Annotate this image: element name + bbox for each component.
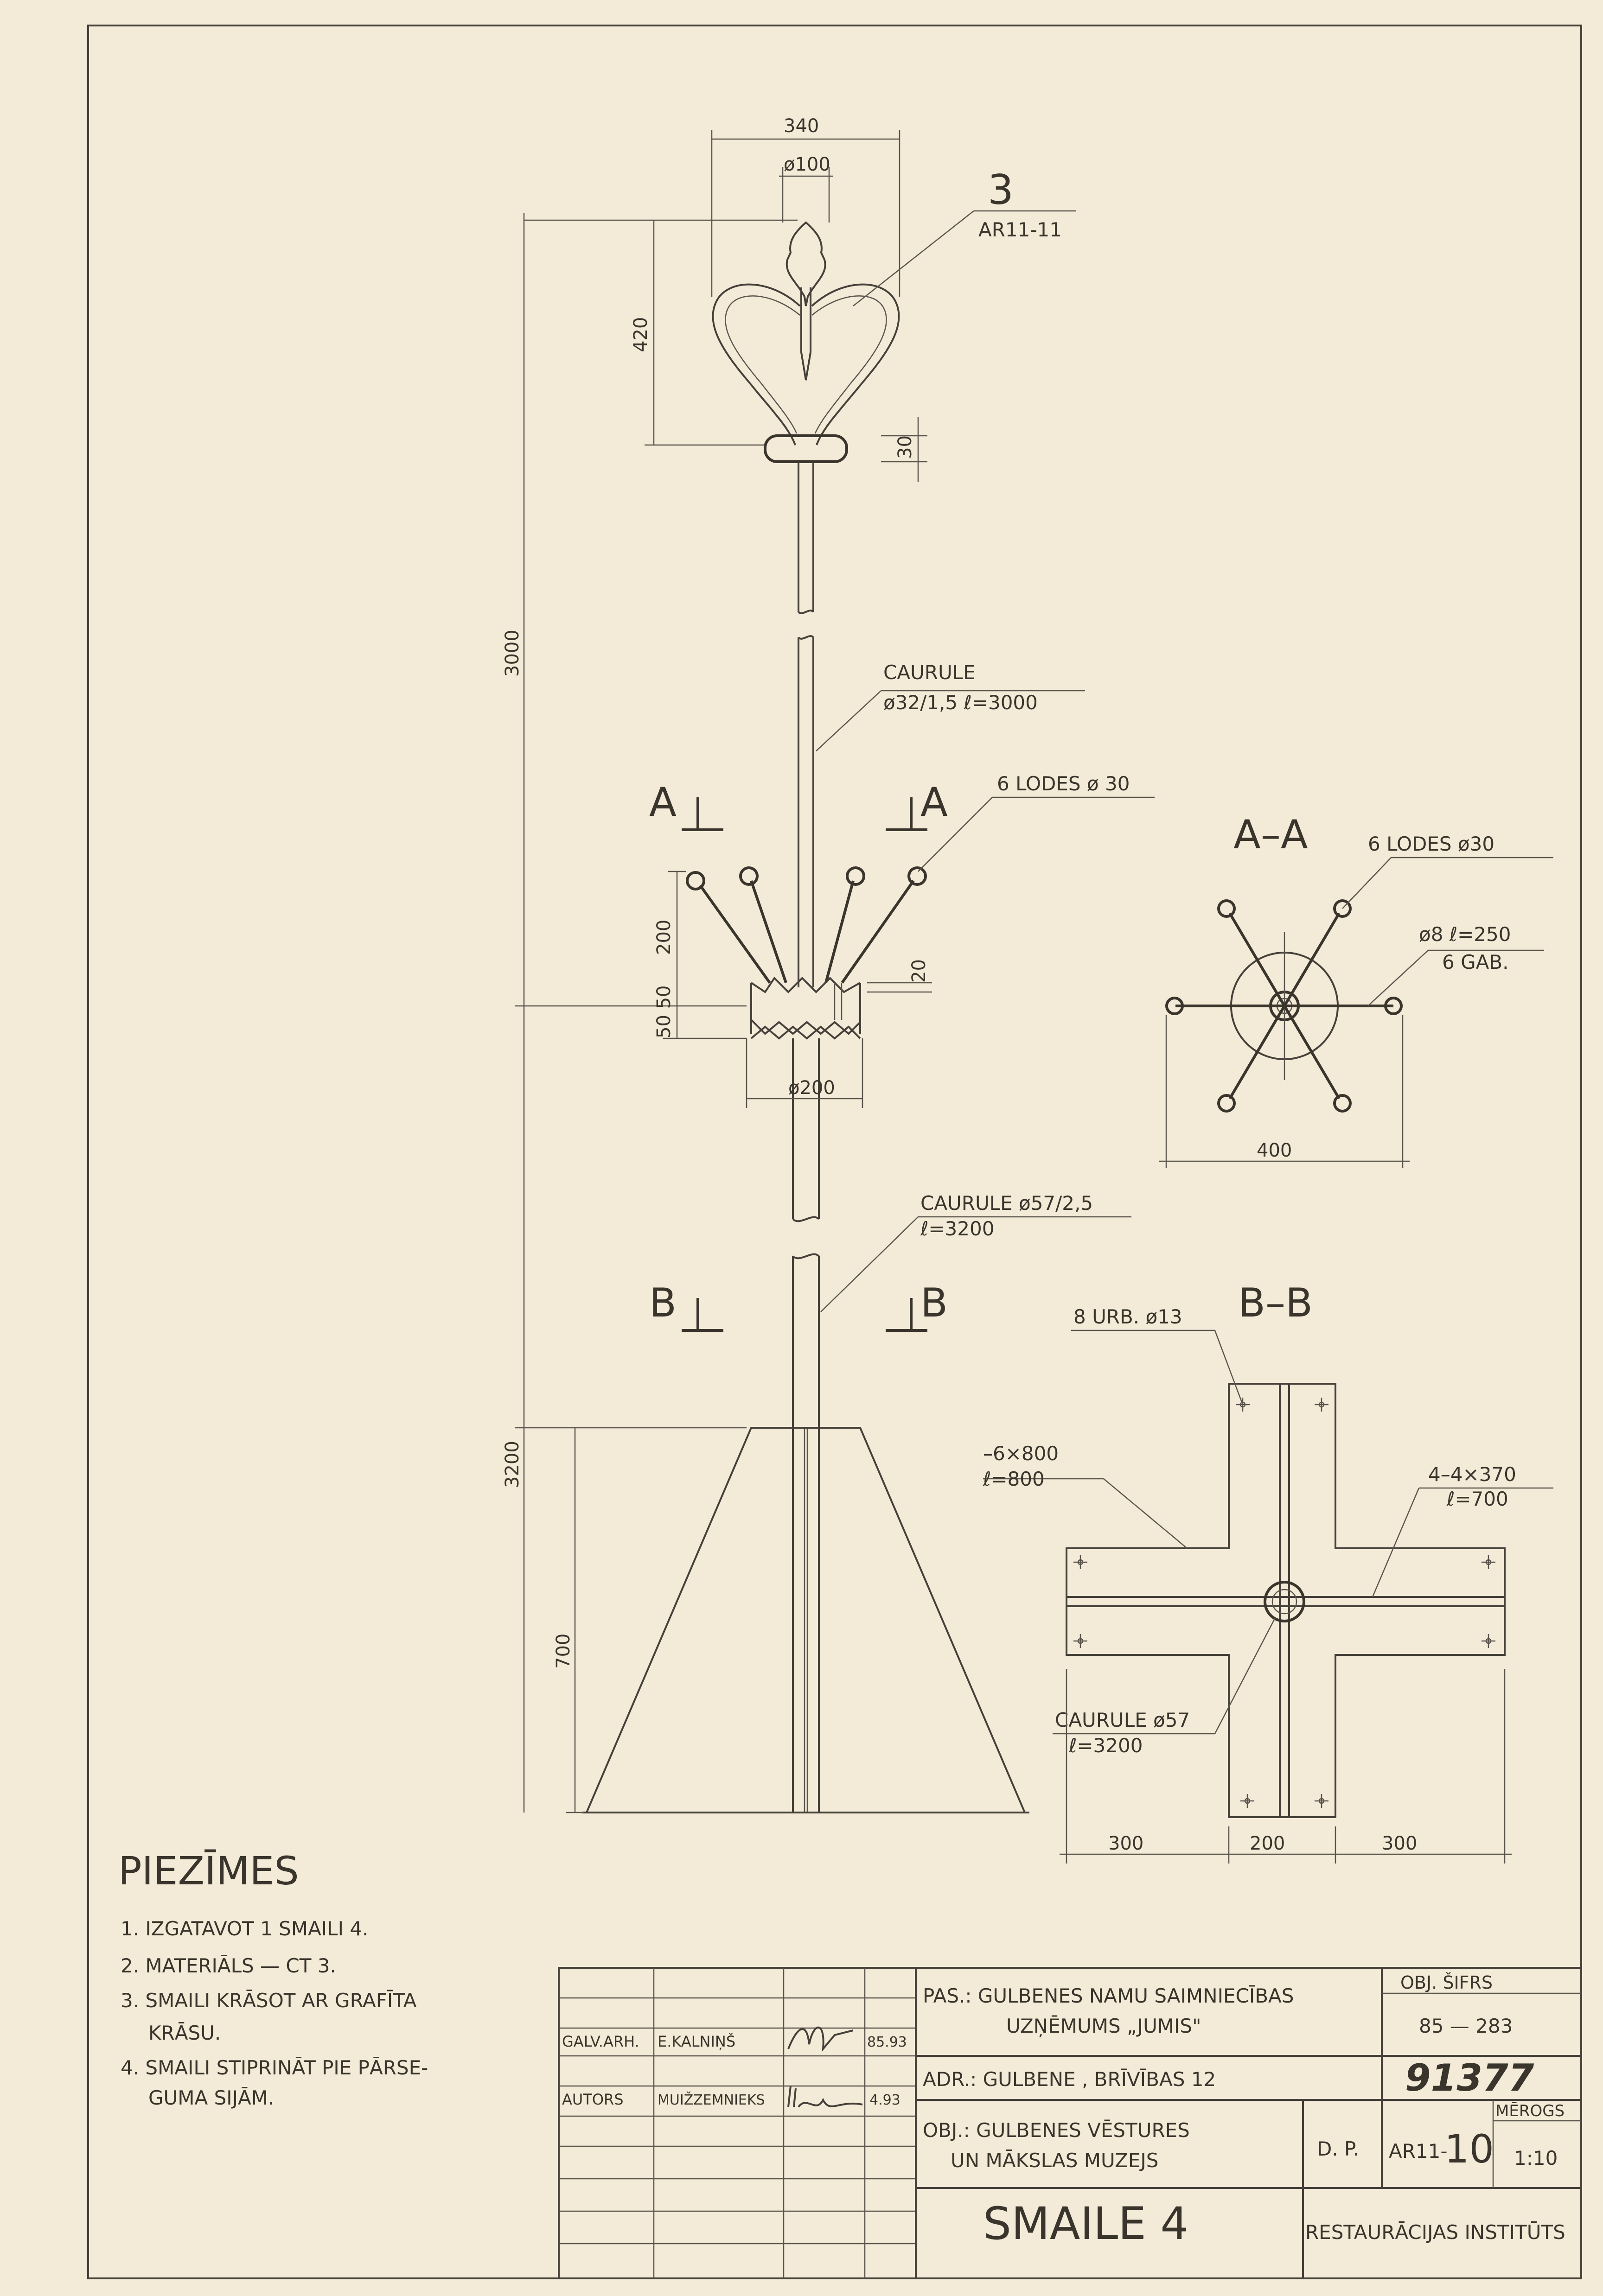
- signature-author: [788, 2086, 862, 2107]
- dim-total-upper: 3000: [502, 630, 523, 677]
- note-1: 1. IZGATAVOT 1 SMAILI 4.: [121, 1917, 369, 1940]
- base-cone: [587, 1428, 1025, 1813]
- archive-number: 91377: [1405, 2056, 1534, 2099]
- ball-arms: [687, 868, 926, 983]
- section-b-left: B: [649, 1280, 677, 1326]
- section-bb-dim-mid: 200: [1250, 1833, 1285, 1854]
- signature-chief: [788, 2028, 853, 2049]
- section-bb-angle-spec: 4–4×370: [1428, 1463, 1516, 1486]
- section-markers: [682, 797, 927, 1330]
- scale-label: MĒROGS: [1495, 2102, 1565, 2120]
- notes-heading: PIEZĪMES: [118, 1848, 299, 1894]
- title-block: [559, 1968, 1581, 2278]
- stage: D. P.: [1317, 2137, 1360, 2160]
- section-aa-rod-count: 6 GAB.: [1442, 951, 1509, 973]
- section-aa-dim-width: 400: [1257, 1140, 1292, 1161]
- client-label: PAS.: GULBENES NAMU SAIMNIECĪBAS: [923, 1984, 1294, 2007]
- sheet-border: [88, 25, 1581, 2278]
- section-bb-dim-left: 300: [1108, 1833, 1144, 1854]
- section-bb-plate-length: ℓ=800: [983, 1468, 1045, 1490]
- date-chief: 85.93: [867, 2034, 907, 2050]
- date-author: 4.93: [869, 2092, 900, 2108]
- crown-left-loop: [713, 285, 800, 445]
- dim-collar: 50 50: [653, 985, 675, 1038]
- code-label: OBJ. ŠIFRS: [1400, 1972, 1493, 1993]
- section-a-right: A: [920, 779, 948, 826]
- address: ADR.: GULBENE , BRĪVĪBAS 12: [923, 2068, 1216, 2091]
- section-a-left: A: [649, 779, 677, 826]
- note-2: 2. MATERIĀLS — CT 3.: [121, 1954, 336, 1977]
- dim-top-width: 340: [784, 115, 819, 137]
- section-bb-angle-length: ℓ=700: [1447, 1488, 1508, 1510]
- dim-base-height: 700: [553, 1633, 574, 1669]
- dim-ring: 30: [894, 435, 916, 459]
- section-bb-plate-spec: –6×800: [983, 1442, 1059, 1465]
- crown-left-loop-inner: [725, 296, 800, 433]
- notes: [118, 1848, 428, 2109]
- finial-top: [787, 223, 825, 306]
- code-value: 85 — 283: [1419, 2015, 1513, 2037]
- object-line1: OBJ.: GULBENES VĒSTURES: [923, 2119, 1190, 2142]
- role-chief: GALV.ARH.: [562, 2033, 639, 2050]
- section-aa-rod-spec: ø8 ℓ=250: [1419, 923, 1511, 946]
- dim-top-diameter: ø100: [784, 154, 830, 175]
- role-author: AUTORS: [562, 2091, 624, 2108]
- callout-ref: AR11-11: [978, 218, 1062, 241]
- dim-crown-height: 420: [630, 317, 651, 352]
- crown-ring: [765, 436, 847, 462]
- object-line2: UN MĀKSLAS MUZEJS: [951, 2149, 1159, 2172]
- pipe-lower-spec: CAURULE ø57/2,5: [920, 1192, 1093, 1215]
- section-bb-dim-right: 300: [1382, 1833, 1418, 1854]
- drawing-title: SMAILE 4: [983, 2198, 1189, 2250]
- note-3-cont: KRĀSU.: [148, 2022, 221, 2044]
- elevation-dimensions: [515, 130, 932, 1813]
- section-aa-balls-note: 6 LODES ø30: [1368, 833, 1495, 855]
- pipe-upper-spec: ø32/1,5 ℓ=3000: [883, 691, 1038, 714]
- organization: RESTAURĀCIJAS INSTITŪTS: [1305, 2221, 1565, 2244]
- pipe-lower-length: ℓ=3200: [920, 1217, 995, 1240]
- dim-collar-diameter: ø200: [788, 1077, 835, 1099]
- note-4: 4. SMAILI STIPRINĀT PIE PĀRSE-: [121, 2056, 428, 2079]
- dim-collar-small: 20: [908, 959, 930, 983]
- collar: [751, 978, 860, 1038]
- client-line2: UZŅĒMUMS „JUMIS": [1006, 2015, 1201, 2037]
- note-3: 3. SMAILI KRĀSOT AR GRAFĪTA: [121, 1989, 417, 2012]
- balls-note: 6 LODES ø 30: [997, 772, 1130, 795]
- scale-value: 1:10: [1514, 2147, 1558, 2169]
- elevation-view: [502, 115, 1155, 1813]
- name-chief: E.KALNIŅŠ: [658, 2033, 736, 2050]
- sheet-prefix: AR11-: [1389, 2140, 1448, 2162]
- section-bb-pipe-length: ℓ=3200: [1069, 1734, 1143, 1757]
- dim-balls-height: 200: [653, 919, 675, 955]
- name-author: MUIŽZEMNIEKS: [658, 2092, 765, 2108]
- section-bb-pipe-spec: CAURULE ø57: [1055, 1709, 1190, 1731]
- section-aa-title: A–A: [1233, 812, 1308, 858]
- sheet-number: 10: [1444, 2126, 1494, 2172]
- section-bb-holes-note: 8 URB. ø13: [1073, 1305, 1182, 1328]
- section-b-right: B: [920, 1280, 948, 1326]
- section-bb-view: [983, 1280, 1553, 1864]
- pipe-upper-title: CAURULE: [883, 661, 976, 684]
- section-bb-title: B–B: [1238, 1280, 1313, 1326]
- crown-right-loop-inner: [812, 296, 887, 433]
- dim-lower: 3200: [502, 1441, 523, 1488]
- section-aa-view: [1159, 812, 1553, 1168]
- note-4-cont: GUMA SIJĀM.: [148, 2086, 275, 2109]
- crown-right-loop: [812, 285, 899, 445]
- callout-number: 3: [988, 166, 1014, 214]
